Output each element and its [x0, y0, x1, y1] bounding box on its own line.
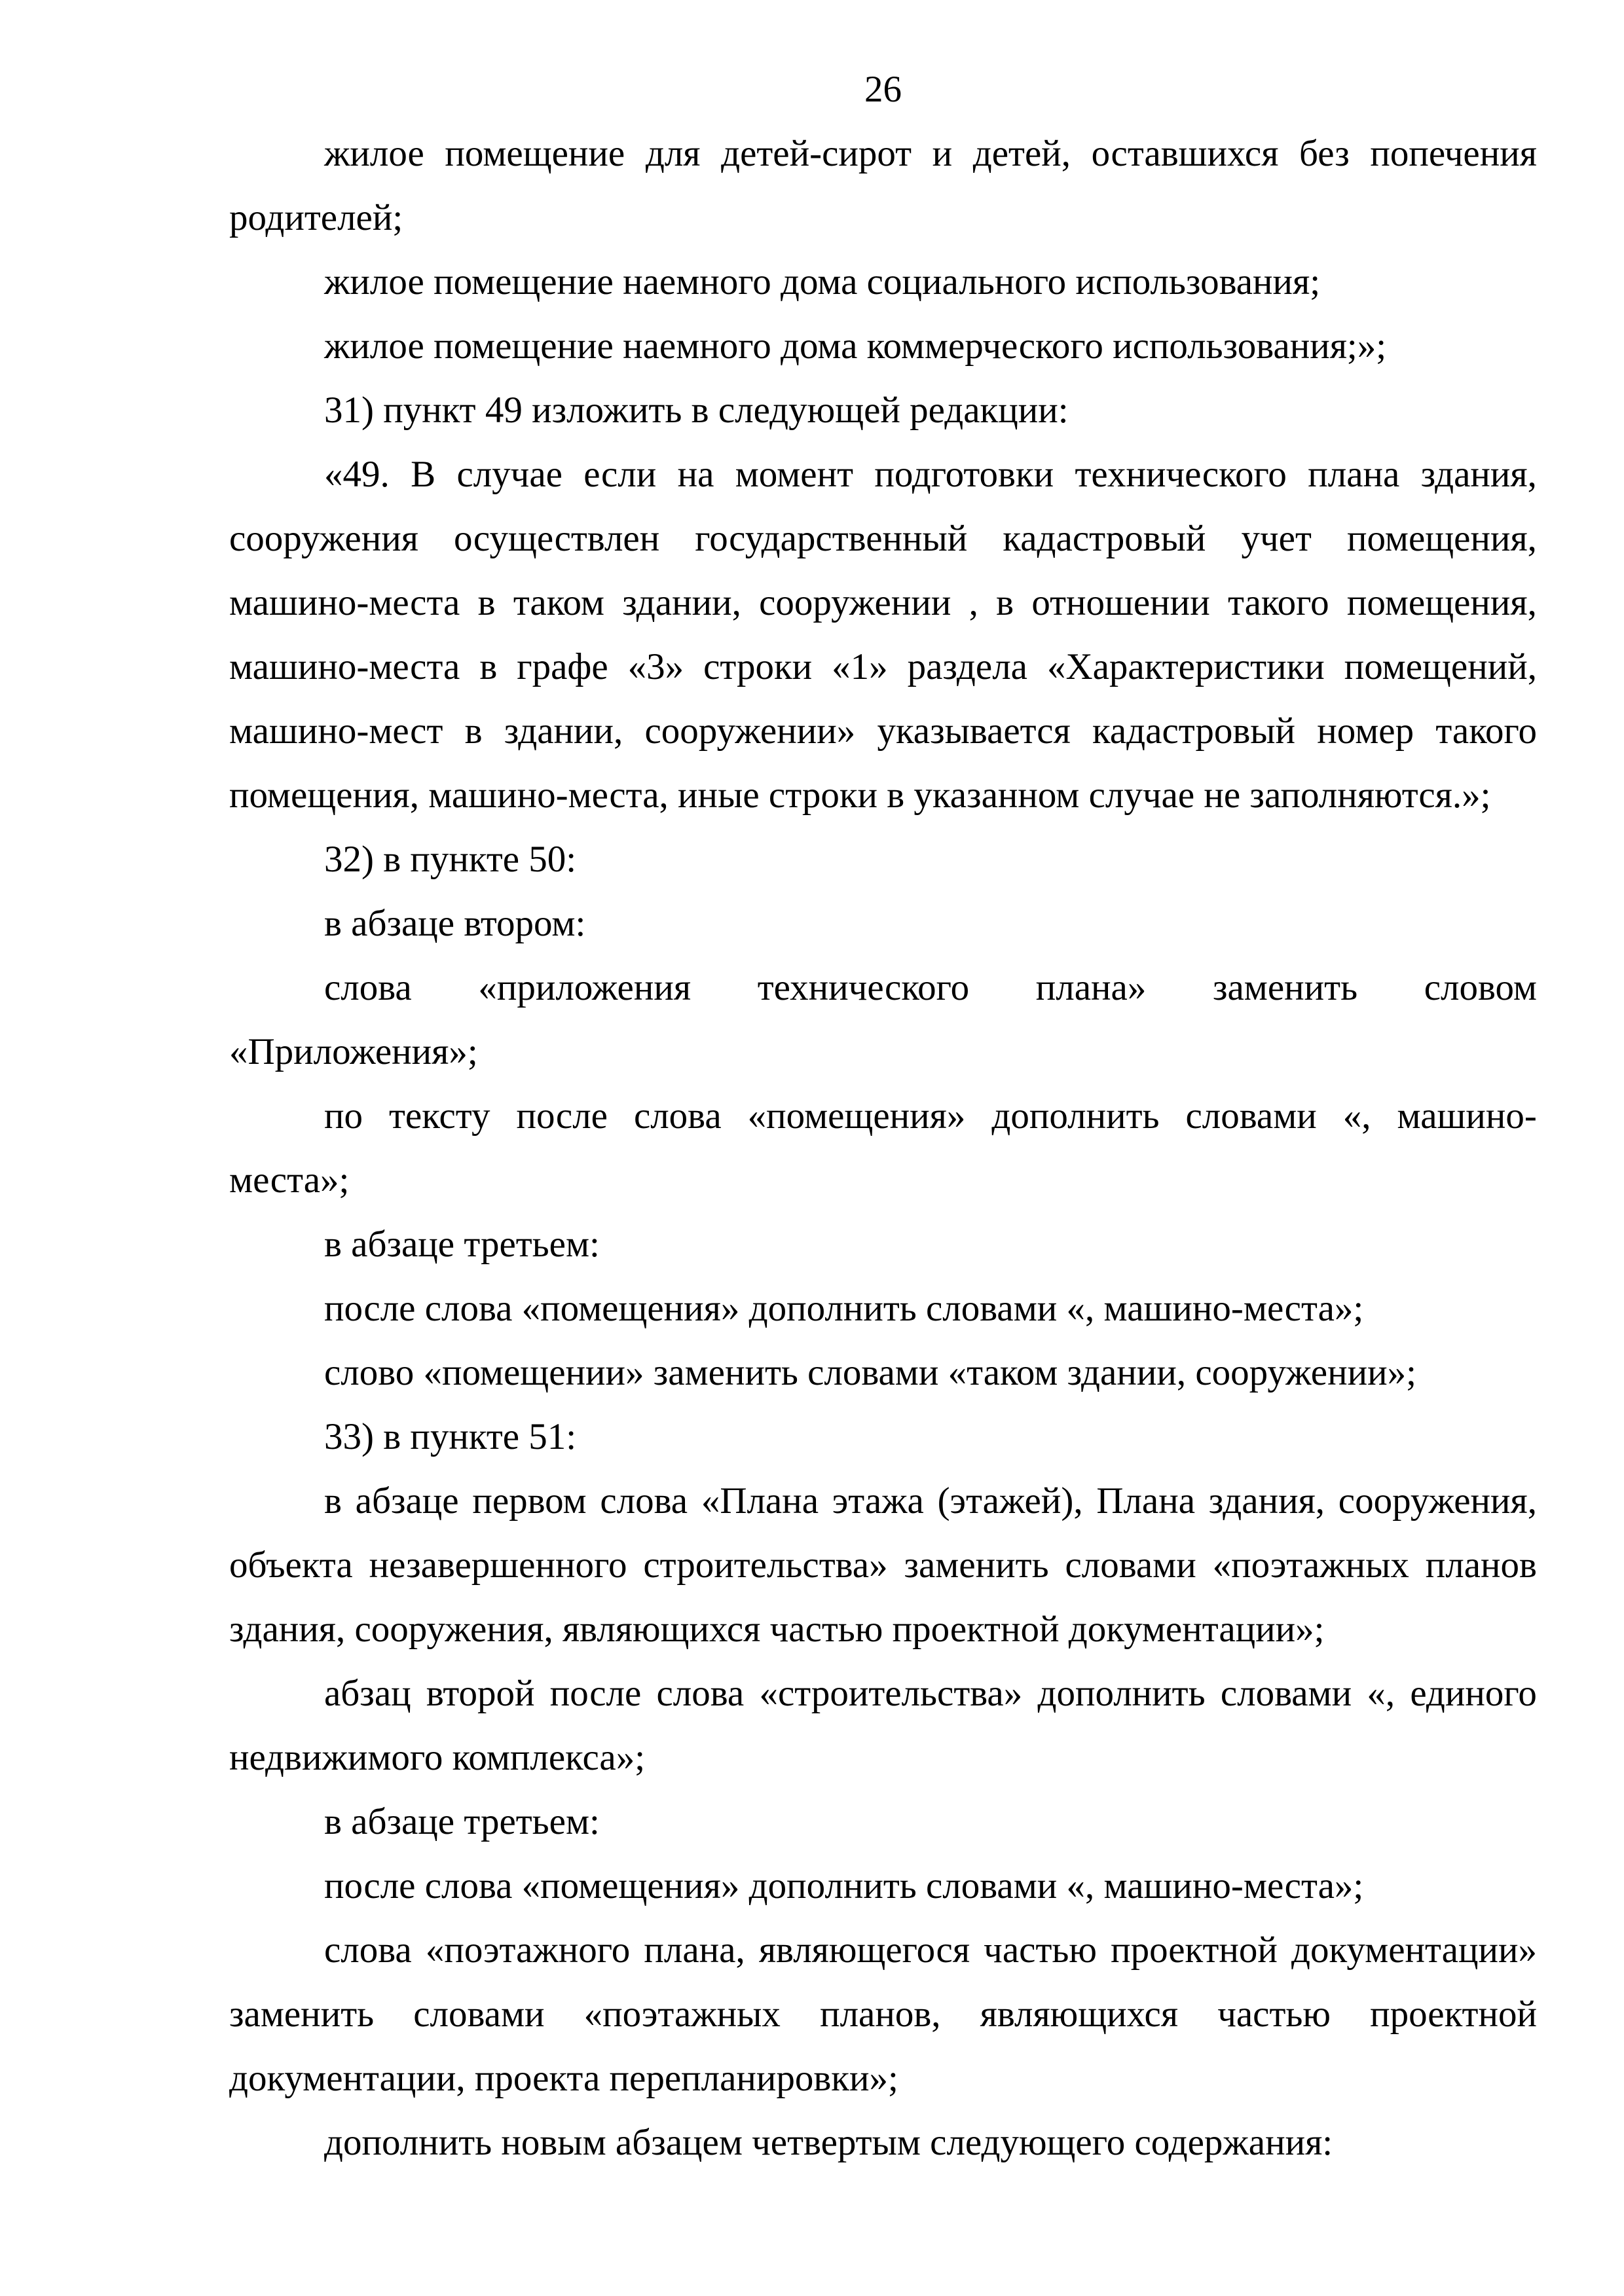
text-line: [229, 635, 1537, 699]
text-line: [229, 1084, 1537, 1148]
text-line: [229, 956, 1537, 1020]
word: на: [677, 454, 714, 495]
word: словами: [413, 1994, 545, 2035]
word: слова: [633, 1095, 722, 1137]
word: слова: [656, 1673, 745, 1714]
word: помещение: [445, 133, 625, 174]
text-line: [229, 507, 1537, 571]
text-line: [229, 1918, 1537, 1982]
text-line: жилое помещение наемного дома коммерческого использования;»;: [324, 325, 1387, 367]
word: помещений,: [1344, 646, 1537, 687]
text-line: помещения, машино-места, иные строки в указанном случае не заполняются.»;: [229, 774, 1491, 816]
text-line: [229, 699, 1537, 763]
word: без: [1299, 133, 1350, 174]
word: плана: [1308, 454, 1400, 495]
text-line: [229, 1533, 1537, 1597]
word: здания,: [1420, 454, 1537, 495]
word: здании,: [504, 710, 623, 752]
word: сооружения,: [1338, 1480, 1537, 1522]
word: машино-: [1397, 1095, 1537, 1137]
word: документации»: [1291, 1929, 1537, 1971]
word: такого: [1227, 582, 1329, 623]
word: после: [516, 1095, 608, 1137]
text-line: [229, 443, 1537, 507]
text-line: «Приложения»;: [229, 1031, 478, 1072]
word: в: [324, 1480, 342, 1522]
word: этажа: [832, 1480, 924, 1522]
word: учет: [1241, 518, 1312, 559]
word: такого: [1435, 710, 1537, 752]
word: здания,: [1208, 1480, 1325, 1522]
word: в: [464, 710, 483, 752]
text-line: 31) пункт 49 изложить в следующей редакции:: [324, 390, 1069, 431]
word: ,: [969, 582, 978, 623]
word: заменить: [229, 1994, 375, 2035]
word: слова: [324, 967, 412, 1008]
word: словом: [1424, 967, 1537, 1008]
word: сооружении»: [644, 710, 856, 752]
text-line: после слова «помещения» дополнить словами «, машино-места»;: [324, 1865, 1364, 1906]
text-line: 33) в пункте 51:: [324, 1416, 577, 1457]
word: если: [583, 454, 657, 495]
word: таком: [513, 582, 605, 623]
word: единого: [1410, 1673, 1537, 1714]
word: попечения: [1370, 133, 1537, 174]
word: «Характеристики: [1046, 646, 1325, 687]
text-line: [229, 1982, 1537, 2047]
word: планов,: [820, 1994, 941, 2035]
word: плана»: [1035, 967, 1147, 1008]
text-line: дополнить новым абзацем четвертым следующего содержания:: [324, 2122, 1333, 2163]
word: планов: [1425, 1544, 1537, 1586]
word: указывается: [877, 710, 1071, 752]
word: сооружении: [759, 582, 951, 623]
word: «строительства»: [759, 1673, 1023, 1714]
word: кадастровый: [1092, 710, 1296, 752]
page-number: 26: [864, 69, 902, 110]
word: проектной: [1111, 1929, 1278, 1971]
word: здании,: [622, 582, 741, 623]
word: «49.: [324, 454, 390, 495]
word: являющихся: [980, 1994, 1179, 2035]
word: помещения,: [1346, 582, 1537, 623]
word: незавершенного: [369, 1544, 627, 1586]
word: оставшихся: [1091, 133, 1279, 174]
word: в: [477, 582, 496, 623]
word: «Плана: [701, 1480, 819, 1522]
word: словами: [1065, 1544, 1196, 1586]
word: отношении: [1031, 582, 1210, 623]
text-line: в абзаце третьем:: [324, 1224, 600, 1265]
word: подготовки: [874, 454, 1054, 495]
word: жилое: [324, 133, 424, 174]
word: проектной: [1370, 1994, 1537, 2035]
word: в: [479, 646, 498, 687]
word: по: [324, 1095, 363, 1137]
word: частью: [984, 1929, 1097, 1971]
word: детей-сирот: [721, 133, 912, 174]
word: раздела: [907, 646, 1027, 687]
word: заменить: [1212, 967, 1358, 1008]
word: строительства»: [643, 1544, 888, 1586]
word: (этажей),: [937, 1480, 1083, 1522]
word: государственный: [695, 518, 968, 559]
word: графе: [517, 646, 608, 687]
word: технического: [1075, 454, 1287, 495]
word: В: [411, 454, 436, 495]
word: кадастровый: [1003, 518, 1206, 559]
word: для: [645, 133, 701, 174]
word: дополнить: [991, 1095, 1160, 1137]
text-line: недвижимого комплекса»;: [229, 1737, 646, 1778]
text-line: [229, 1662, 1537, 1726]
word: случае: [456, 454, 563, 495]
word: машино-мест: [229, 710, 443, 752]
word: строки: [703, 646, 813, 687]
word: словами: [1185, 1095, 1317, 1137]
word: «поэтажных: [1212, 1544, 1409, 1586]
word: «помещения»: [747, 1095, 966, 1137]
word: плана,: [644, 1929, 745, 1971]
word: «3»: [627, 646, 684, 687]
text-line: места»;: [229, 1159, 350, 1201]
text-line: слово «помещении» заменить словами «таком здании, сооружении»;: [324, 1352, 1416, 1393]
word: «поэтажного: [425, 1929, 631, 1971]
text-line: жилое помещение наемного дома социального использования;: [324, 261, 1321, 302]
word: номер: [1317, 710, 1414, 752]
word: абзаце: [355, 1480, 459, 1522]
word: технического: [757, 967, 970, 1008]
word: первом: [472, 1480, 587, 1522]
word: дополнить: [1037, 1673, 1206, 1714]
word: тексту: [389, 1095, 490, 1137]
page-content: [229, 58, 1537, 2175]
word: абзац: [324, 1673, 411, 1714]
word: «приложения: [478, 967, 692, 1008]
word: заменить: [904, 1544, 1049, 1586]
word: после: [549, 1673, 642, 1714]
text-line: [229, 1469, 1537, 1533]
text-line: [229, 122, 1537, 186]
word: момент: [735, 454, 853, 495]
word: «,: [1342, 1095, 1371, 1137]
text-line: в абзаце третьем:: [324, 1801, 600, 1842]
word: машино-места: [229, 582, 460, 623]
word: словами: [1220, 1673, 1352, 1714]
word: частью: [1217, 1994, 1331, 2035]
text-line: [229, 571, 1537, 635]
text-line: родителей;: [229, 197, 403, 238]
text-line: здания, сооружения, являющихся частью проектной документации»;: [229, 1609, 1325, 1650]
text-line: документации, проекта перепланировки»;: [229, 2058, 898, 2099]
word: детей,: [972, 133, 1071, 174]
word: помещения,: [1346, 518, 1537, 559]
word: осуществлен: [454, 518, 660, 559]
word: второй: [426, 1673, 535, 1714]
word: «1»: [832, 646, 888, 687]
text-line: в абзаце втором:: [324, 903, 586, 944]
word: «,: [1367, 1673, 1395, 1714]
text-body: [229, 122, 1537, 2175]
word: объекта: [229, 1544, 353, 1586]
text-line: после слова «помещения» дополнить словами «, машино-места»;: [324, 1288, 1364, 1329]
word: слова: [600, 1480, 688, 1522]
word: и: [932, 133, 953, 174]
word: являющегося: [758, 1929, 970, 1971]
text-line: 32) в пункте 50:: [324, 839, 577, 880]
word: «поэтажных: [583, 1994, 781, 2035]
word: слова: [324, 1929, 412, 1971]
word: в: [996, 582, 1014, 623]
word: машино-места: [229, 646, 460, 687]
word: сооружения: [229, 518, 418, 559]
word: Плана: [1096, 1480, 1196, 1522]
